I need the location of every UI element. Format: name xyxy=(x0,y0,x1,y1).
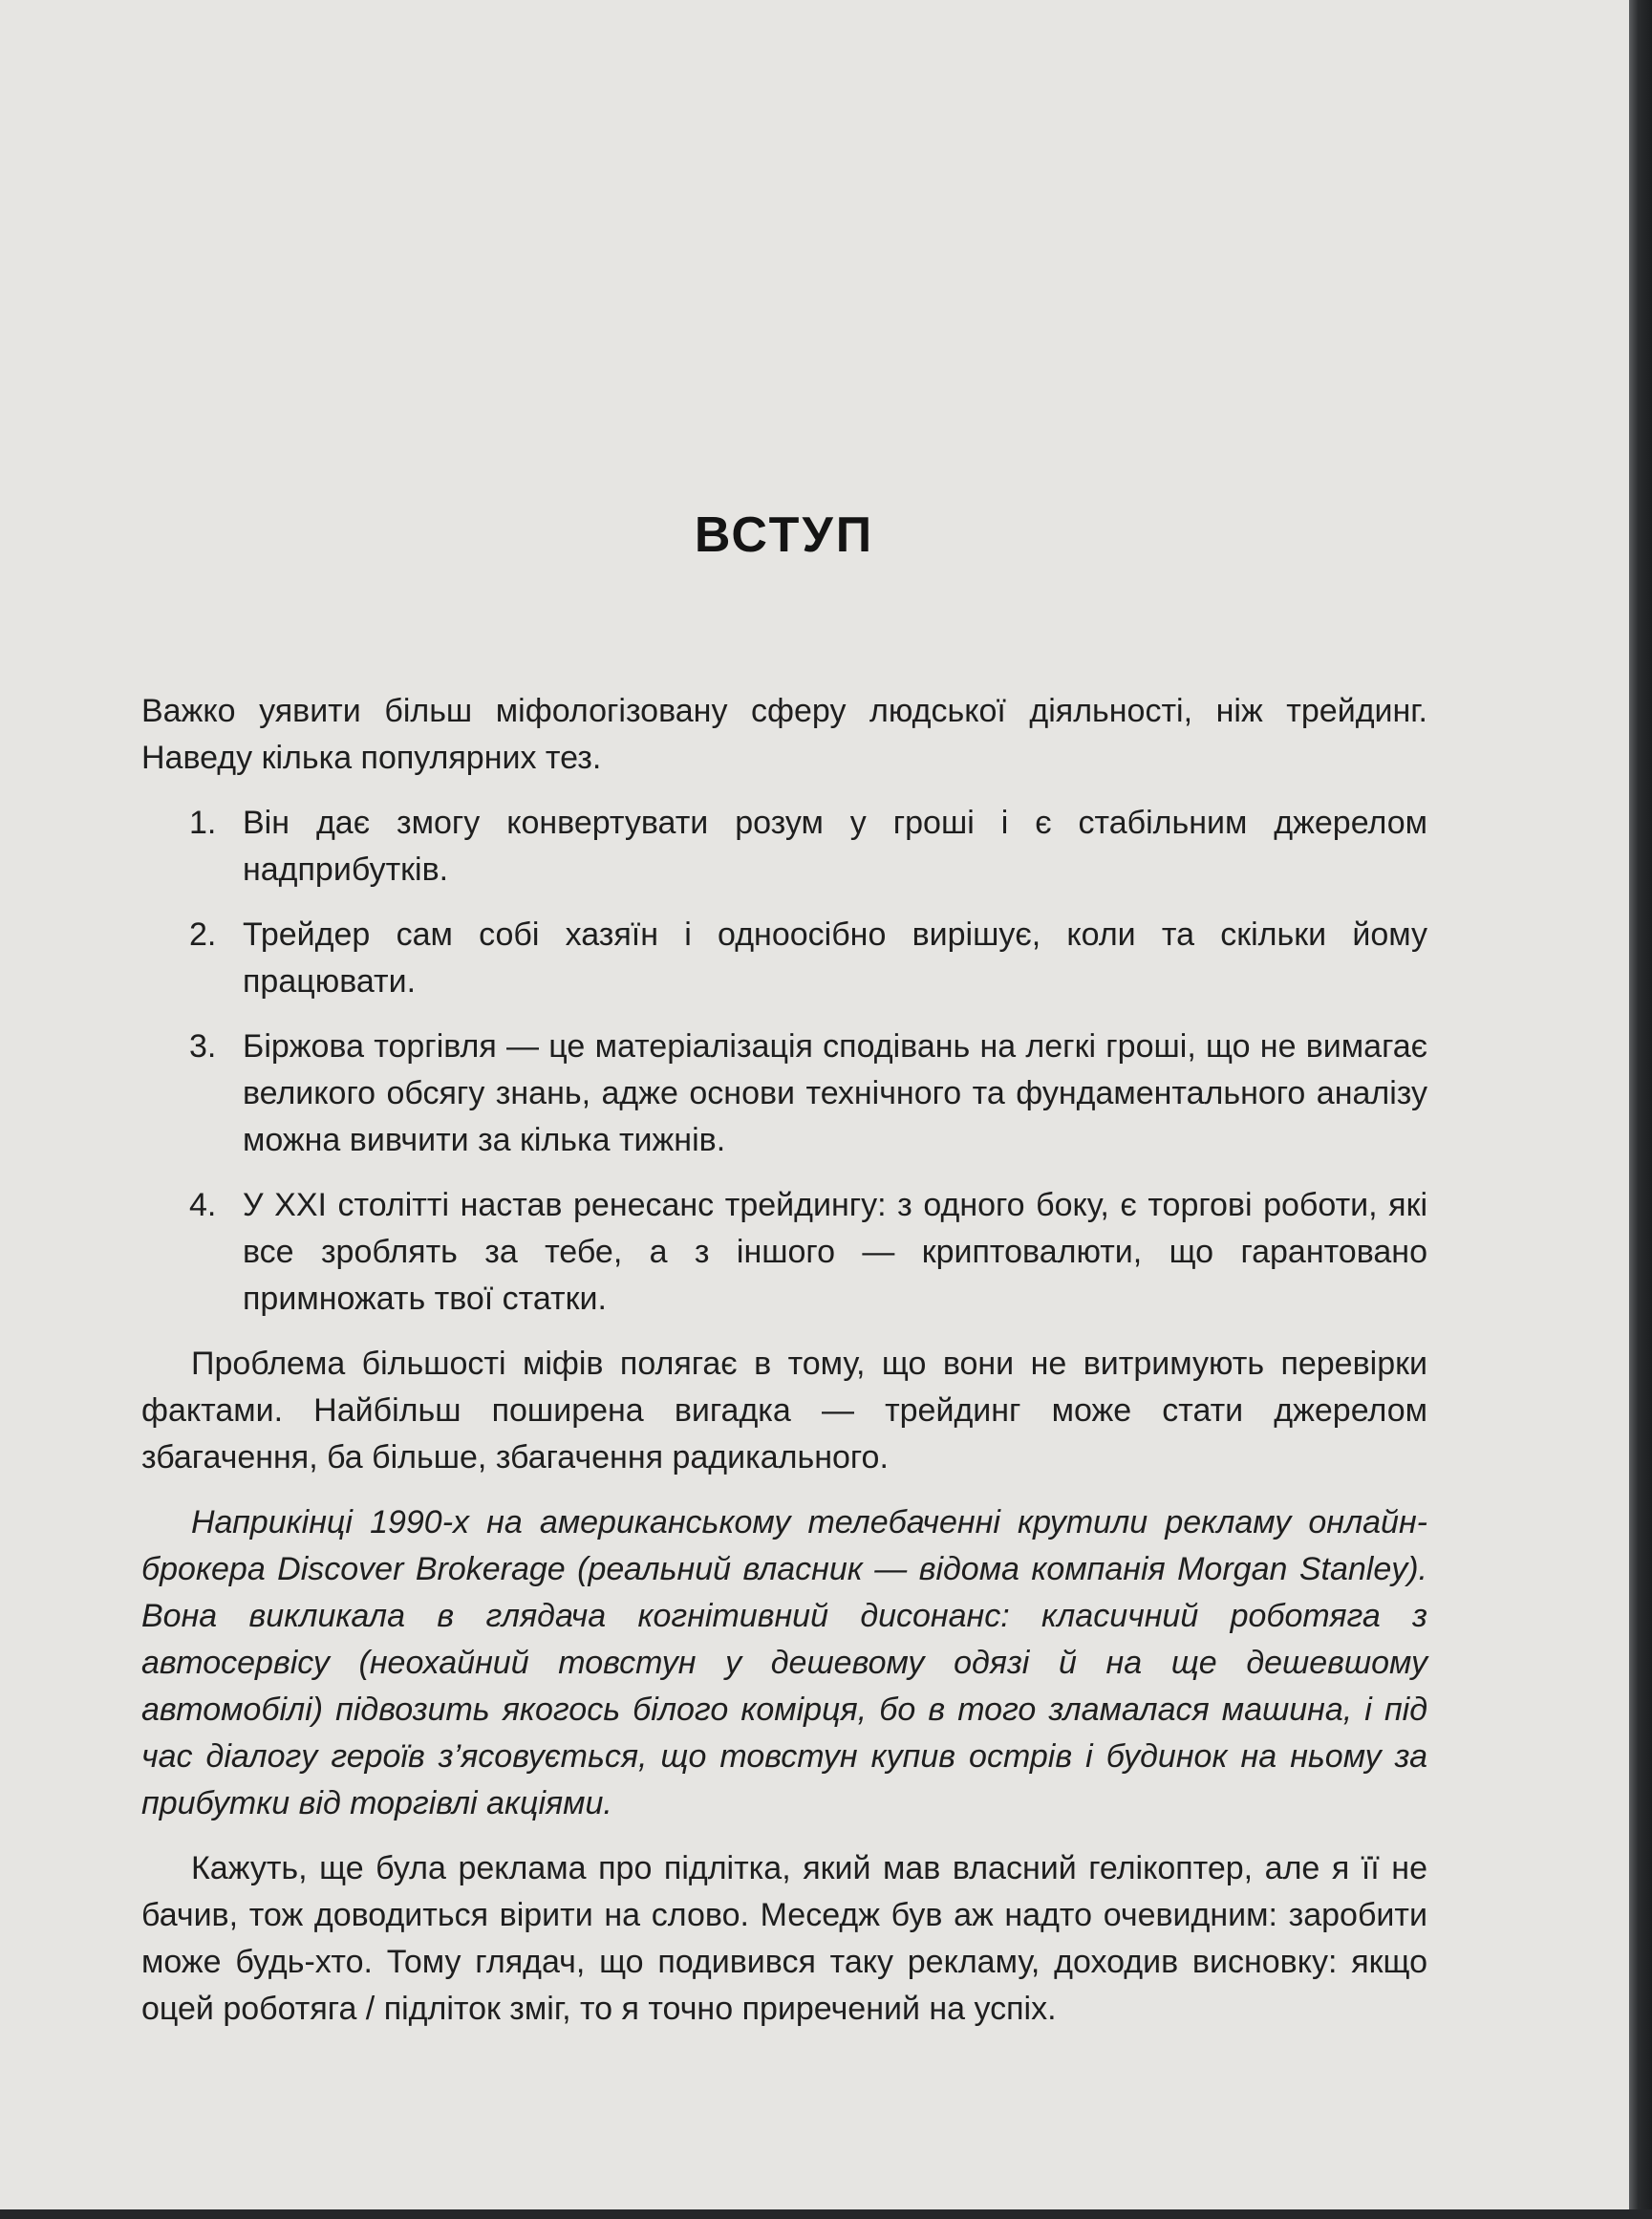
list-item xyxy=(141,1182,1427,1323)
list-item xyxy=(141,1023,1427,1164)
book-spine-edge xyxy=(1629,0,1652,2219)
list-item-text: Біржова торгівля — це матеріалізація сподівань на легкі гроші, що не вимагає великого обсягу знань, адже основи технічного та фундаментального аналізу можна вивчити за кілька тижнів. xyxy=(243,1028,1427,1158)
myths-paragraph: Проблема більшості міфів полягає в тому, що вони не витримують перевірки фактами. Найбільш поширена вигадка — трейдинг може стати джерелом збагачення, ба більше, збагачення радикального. xyxy=(141,1346,1427,1476)
closing-paragraph: Кажуть, ще була реклама про підлітка, який мав власний гелікоптер, але я її не бачив, тож доводиться вірити на слово. Меседж був аж надто очевидним: заробити може будь-хто. Тому глядач, що подивився таку рекламу, доходив висновку: якщо оцей роботяга / підліток зміг, то я точно приречений на успіх. xyxy=(141,1850,1427,2027)
list-item-number: 1. xyxy=(189,805,217,841)
chapter-title: ВСТУП xyxy=(694,507,875,563)
book-bottom-edge xyxy=(0,2209,1652,2219)
list-item-text: Він дає змогу конвертувати розум у гроші і є стабільним джерелом надприбутків. xyxy=(243,805,1427,888)
myths-list xyxy=(141,800,1427,1323)
page-content xyxy=(141,506,1427,2051)
list-item xyxy=(141,800,1427,894)
intro-paragraph: Важко уявити більш міфологізовану сферу людської діяльності, ніж трейдинг. Наведу кілька популярних тез. xyxy=(141,693,1427,776)
list-item-text: У XXI столітті настав ренесанс трейдингу: з одного боку, є торгові роботи, які все зроблять за тебе, а з іншого — криптовалюти, що гарантовано примножать твої статки. xyxy=(243,1187,1427,1317)
list-item-number: 3. xyxy=(189,1028,217,1065)
list-item-number: 2. xyxy=(189,916,217,953)
list-item-number: 4. xyxy=(189,1187,217,1223)
list-item xyxy=(141,912,1427,1005)
italic-story-paragraph: Наприкінці 1990-х на американському телебаченні крутили рекламу онлайн-брокера Discover Brokerage (реальний власник — відома компанія Morgan Stanley). Вона викликала в глядача когнітивний дисонанс: класичний роботяга з автосервісу (неохайний товстун у дешевому одязі й на ще дешевшому автомобілі) підвозить якогось білого комірця, бо в того зламалася машина, і під час діалогу героїв з’ясовується, що товстун купив острів і будинок на ньому за прибутки від торгівлі акціями. xyxy=(141,1504,1427,1821)
list-item-text: Трейдер сам собі хазяїн і одноосібно вирішує, коли та скільки йому працювати. xyxy=(243,916,1427,1000)
